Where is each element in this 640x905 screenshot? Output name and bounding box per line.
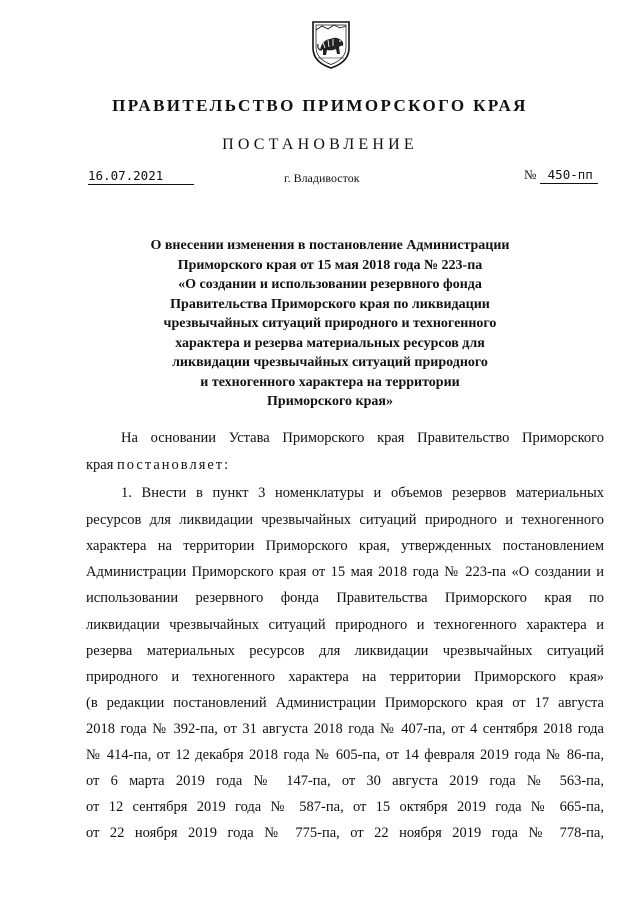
subject-line: характера и резерва материальных ресурсов для xyxy=(175,335,485,351)
body-line: характера на территории Приморского края, утвержденных постановлением xyxy=(86,538,604,554)
body-line xyxy=(86,456,230,474)
body-line: 2018 года № 392-па, от 31 августа 2018 года № 407-па, от 4 сентября 2018 года xyxy=(86,721,604,737)
body-line: резерва материальных ресурсов для ликвидации чрезвычайных ситуаций xyxy=(86,643,604,659)
body-line: ликвидации чрезвычайных ситуаций природного и техногенного характера и xyxy=(86,617,604,633)
government-title: ПРАВИТЕЛЬСТВО ПРИМОРСКОГО КРАЯ xyxy=(112,96,528,115)
document-city: г. Владивосток xyxy=(284,171,360,185)
body-line: от 12 сентября 2019 года № 587-па, от 15 октября 2019 года № 665-па, xyxy=(86,799,604,815)
subject-line: ликвидации чрезвычайных ситуаций природного xyxy=(172,355,488,370)
document-type: ПОСТАНОВЛЕНИЕ xyxy=(222,136,418,153)
body-line: На основании Устава Приморского края Правительство Приморского xyxy=(121,430,604,446)
subject-line: чрезвычайных ситуаций природного и техногенного xyxy=(163,316,497,331)
body-line: Администрации Приморского края от 15 мая 2018 года № 223-па «О создании и xyxy=(86,564,604,580)
subject-line: О внесении изменения в постановление Администрации xyxy=(150,238,510,253)
body-line: от 22 ноября 2019 года № 775-па, от 22 ноября 2019 года № 778-па, xyxy=(86,825,604,841)
resolution-verb: постановляет: xyxy=(117,457,231,473)
body-line: ресурсов для ликвидации чрезвычайных ситуаций природного и техногенного xyxy=(86,512,604,528)
subject-line: Приморского края от 15 мая 2018 года № 223-па xyxy=(177,257,483,273)
number-prefix: № xyxy=(524,167,537,182)
body-text: края xyxy=(86,457,118,473)
body-line: 1. Внести в пункт 3 номенклатуры и объемов резервов материальных xyxy=(121,485,604,501)
document-number: 450-пп xyxy=(540,167,598,184)
subject-line: и техногенного характера на территории xyxy=(200,374,460,390)
document-number-block xyxy=(524,167,598,184)
coat-of-arms-icon xyxy=(310,18,352,70)
subject-line: Правительства Приморского края по ликвидации xyxy=(170,296,490,312)
body-line: (в редакции постановлений Администрации Приморского края от 17 августа xyxy=(86,695,604,711)
body-line: использовании резервного фонда Правительства Приморского края по xyxy=(86,590,604,606)
body-line: от 6 марта 2019 года № 147-па, от 30 августа 2019 года № 563-па, xyxy=(86,773,604,789)
document-subject xyxy=(120,236,540,412)
document-date: 16.07.2021 xyxy=(88,168,194,185)
subject-line: Приморского края» xyxy=(267,394,393,409)
subject-line: «О создании и использовании резервного фонда xyxy=(178,277,482,292)
body-line: № 414-па, от 12 декабря 2018 года № 605-па, от 14 февраля 2019 года № 86-па, xyxy=(86,747,604,763)
body-line: природного и техногенного характера на территории Приморского края» xyxy=(86,669,604,685)
